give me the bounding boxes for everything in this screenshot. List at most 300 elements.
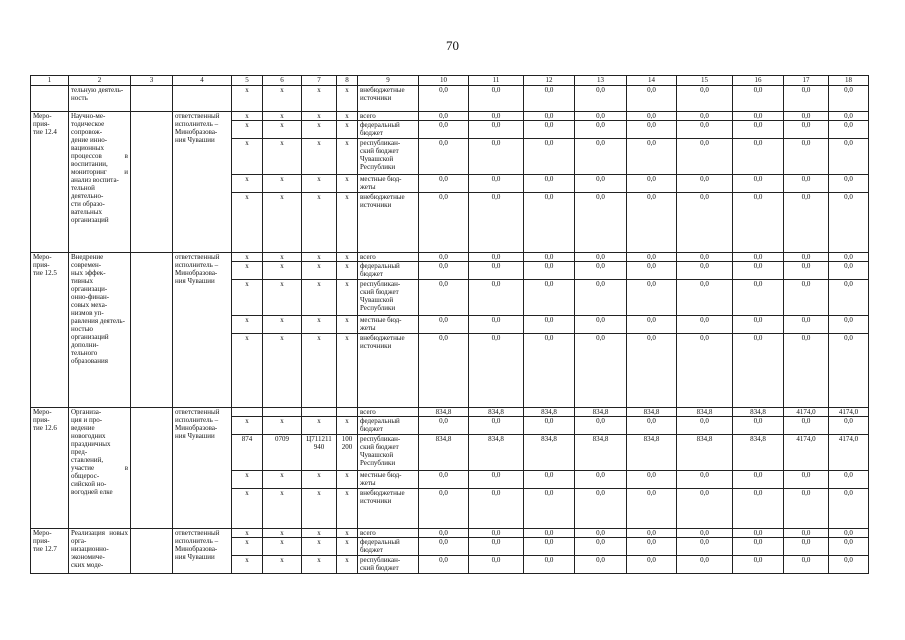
value-cell: 0,0: [524, 529, 575, 538]
value-cell: 0,0: [677, 334, 733, 408]
funding-source: всего: [358, 529, 419, 538]
value-cell: 0,0: [524, 193, 575, 253]
value-cell: 0,0: [575, 556, 627, 574]
value-cell: 0,0: [733, 175, 784, 193]
empty-cell: [131, 253, 173, 408]
code-cell: [263, 408, 302, 417]
code-cell: x: [232, 175, 263, 193]
value-cell: 0,0: [627, 139, 677, 175]
value-cell: 0,0: [784, 556, 829, 574]
value-cell: 0,0: [829, 175, 869, 193]
value-cell: 0,0: [829, 538, 869, 556]
value-cell: 0,0: [419, 471, 469, 489]
table-row: [31, 408, 869, 417]
executor: ответственный исполнитель – Минобразова- ния Чувашии: [173, 253, 232, 408]
column-header: 17: [784, 76, 829, 86]
code-cell: x: [263, 193, 302, 253]
activity-code: Меро- прия- тие 12.6: [31, 408, 69, 529]
value-cell: 834,8: [524, 408, 575, 417]
code-cell: x: [337, 538, 358, 556]
funding-source: федеральный бюджет: [358, 262, 419, 280]
value-cell: 0,0: [469, 112, 524, 121]
page-number: 70: [446, 38, 459, 53]
code-cell: Ц711211 940: [302, 435, 337, 471]
code-cell: x: [302, 471, 337, 489]
value-cell: 0,0: [469, 334, 524, 408]
value-cell: 4174,0: [784, 435, 829, 471]
value-cell: 834,8: [627, 408, 677, 417]
value-cell: 0,0: [627, 334, 677, 408]
value-cell: 0,0: [733, 529, 784, 538]
value-cell: 0,0: [419, 556, 469, 574]
code-cell: 100 200: [337, 435, 358, 471]
value-cell: 0,0: [469, 86, 524, 112]
activity-name: Научно-ме- тодическое сопровож- дение инно- вационных процессов в воспитании, мониторинг и анализ воспита- тельной деятельно- сти образо- вательных организаций: [69, 112, 131, 253]
funding-source: республикан- ский бюджет Чувашской Республики: [358, 280, 419, 316]
funding-source: всего: [358, 408, 419, 417]
code-cell: x: [263, 489, 302, 529]
column-header: 1: [31, 76, 69, 86]
code-cell: [232, 408, 263, 417]
table-row: [31, 112, 869, 121]
value-cell: 0,0: [677, 262, 733, 280]
value-cell: 834,8: [419, 408, 469, 417]
value-cell: 0,0: [419, 334, 469, 408]
activity-code: Меро- прия- тие 12.5: [31, 253, 69, 408]
table-row: [31, 529, 869, 538]
code-cell: x: [302, 262, 337, 280]
value-cell: 0,0: [677, 193, 733, 253]
value-cell: 0,0: [829, 417, 869, 435]
value-cell: 0,0: [829, 334, 869, 408]
column-header: 18: [829, 76, 869, 86]
value-cell: 0,0: [419, 262, 469, 280]
activity-code: Меро- прия- тие 12.4: [31, 112, 69, 253]
code-cell: x: [263, 316, 302, 334]
value-cell: 0,0: [419, 175, 469, 193]
value-cell: 0,0: [524, 280, 575, 316]
value-cell: 0,0: [829, 471, 869, 489]
code-cell: x: [302, 139, 337, 175]
activity-code: [31, 86, 69, 112]
value-cell: 0,0: [575, 334, 627, 408]
code-cell: x: [337, 193, 358, 253]
column-header: 6: [263, 76, 302, 86]
value-cell: 0,0: [469, 193, 524, 253]
code-cell: x: [232, 538, 263, 556]
code-cell: x: [302, 112, 337, 121]
value-cell: 834,8: [469, 408, 524, 417]
value-cell: 0,0: [524, 86, 575, 112]
value-cell: 0,0: [829, 262, 869, 280]
funding-source: местные бюд- жеты: [358, 175, 419, 193]
value-cell: 834,8: [627, 435, 677, 471]
table-row: [31, 86, 869, 112]
code-cell: x: [337, 139, 358, 175]
code-cell: x: [263, 538, 302, 556]
activity-name: Внедрение современ- ных эффек- тивных организаци- онно-финан- совых меха- низмов уп- равления деятель- ностью организаций дополни- тельного образования: [69, 253, 131, 408]
empty-cell: [131, 86, 173, 112]
code-cell: 874: [232, 435, 263, 471]
value-cell: 0,0: [677, 556, 733, 574]
value-cell: 0,0: [627, 556, 677, 574]
value-cell: 0,0: [419, 529, 469, 538]
value-cell: 0,0: [677, 529, 733, 538]
value-cell: 0,0: [469, 175, 524, 193]
code-cell: x: [337, 112, 358, 121]
value-cell: 0,0: [419, 253, 469, 262]
value-cell: 0,0: [524, 316, 575, 334]
value-cell: 0,0: [784, 471, 829, 489]
code-cell: x: [302, 529, 337, 538]
value-cell: 0,0: [784, 175, 829, 193]
value-cell: 0,0: [627, 538, 677, 556]
value-cell: 0,0: [677, 280, 733, 316]
value-cell: 834,8: [575, 408, 627, 417]
code-cell: x: [232, 262, 263, 280]
executor: ответственный исполнитель – Минобразова- ния Чувашии: [173, 408, 232, 529]
code-cell: x: [263, 280, 302, 316]
value-cell: 0,0: [469, 489, 524, 529]
column-header: 14: [627, 76, 677, 86]
executor: ответственный исполнитель – Минобразова- ния Чувашии: [173, 112, 232, 253]
value-cell: 0,0: [419, 417, 469, 435]
value-cell: 0,0: [733, 417, 784, 435]
value-cell: 4174,0: [784, 408, 829, 417]
value-cell: 0,0: [677, 112, 733, 121]
code-cell: x: [232, 193, 263, 253]
code-cell: x: [302, 121, 337, 139]
funding-source: федеральный бюджет: [358, 121, 419, 139]
column-header: 16: [733, 76, 784, 86]
value-cell: 0,0: [524, 538, 575, 556]
value-cell: 0,0: [524, 262, 575, 280]
value-cell: 0,0: [677, 417, 733, 435]
executor: ответственный исполнитель – Минобразова- ния Чувашии: [173, 529, 232, 574]
value-cell: 834,8: [677, 408, 733, 417]
value-cell: 0,0: [733, 253, 784, 262]
code-cell: x: [302, 193, 337, 253]
value-cell: 0,0: [829, 193, 869, 253]
funding-source: республикан- ский бюджет Чувашской Республики: [358, 139, 419, 175]
value-cell: 0,0: [784, 316, 829, 334]
empty-cell: [131, 112, 173, 253]
value-cell: 0,0: [575, 112, 627, 121]
code-cell: x: [337, 417, 358, 435]
value-cell: 0,0: [829, 112, 869, 121]
value-cell: 0,0: [627, 280, 677, 316]
value-cell: 0,0: [784, 538, 829, 556]
value-cell: 0,0: [469, 280, 524, 316]
column-header: 7: [302, 76, 337, 86]
column-header: 15: [677, 76, 733, 86]
value-cell: 0,0: [784, 262, 829, 280]
value-cell: 0,0: [627, 253, 677, 262]
value-cell: 0,0: [419, 489, 469, 529]
value-cell: 0,0: [575, 193, 627, 253]
value-cell: 0,0: [677, 139, 733, 175]
code-cell: x: [232, 316, 263, 334]
value-cell: 0,0: [829, 489, 869, 529]
column-header: 10: [419, 76, 469, 86]
value-cell: 0,0: [733, 316, 784, 334]
header-row: [31, 76, 869, 86]
code-cell: x: [302, 489, 337, 529]
value-cell: 0,0: [575, 538, 627, 556]
funding-source: всего: [358, 112, 419, 121]
value-cell: 0,0: [419, 280, 469, 316]
value-cell: 0,0: [524, 112, 575, 121]
value-cell: 0,0: [829, 316, 869, 334]
table-body: [31, 86, 869, 574]
value-cell: 0,0: [575, 529, 627, 538]
value-cell: 0,0: [627, 529, 677, 538]
value-cell: 834,8: [677, 435, 733, 471]
value-cell: 834,8: [419, 435, 469, 471]
value-cell: 0,0: [469, 529, 524, 538]
value-cell: 0,0: [524, 139, 575, 175]
column-header: 5: [232, 76, 263, 86]
value-cell: 0,0: [677, 121, 733, 139]
value-cell: 0,0: [829, 280, 869, 316]
code-cell: x: [337, 556, 358, 574]
value-cell: 0,0: [575, 121, 627, 139]
empty-cell: [131, 408, 173, 529]
activity-name: Реализация новых орга- низационно- экономиче- ских моде-: [69, 529, 131, 574]
value-cell: 0,0: [829, 529, 869, 538]
column-header: 3: [131, 76, 173, 86]
code-cell: x: [337, 489, 358, 529]
value-cell: 0,0: [627, 489, 677, 529]
value-cell: 0,0: [784, 334, 829, 408]
code-cell: x: [302, 556, 337, 574]
value-cell: 0,0: [575, 316, 627, 334]
value-cell: 0,0: [829, 121, 869, 139]
code-cell: x: [232, 529, 263, 538]
value-cell: 0,0: [627, 471, 677, 489]
value-cell: 0,0: [784, 280, 829, 316]
empty-cell: [131, 529, 173, 574]
value-cell: 0,0: [733, 112, 784, 121]
value-cell: 0,0: [784, 112, 829, 121]
code-cell: x: [302, 86, 337, 112]
column-header: 13: [575, 76, 627, 86]
code-cell: x: [337, 175, 358, 193]
value-cell: 0,0: [469, 121, 524, 139]
code-cell: x: [232, 489, 263, 529]
value-cell: 0,0: [524, 556, 575, 574]
value-cell: 0,0: [784, 489, 829, 529]
code-cell: x: [263, 86, 302, 112]
value-cell: 0,0: [733, 280, 784, 316]
value-cell: 0,0: [784, 253, 829, 262]
value-cell: 0,0: [575, 175, 627, 193]
code-cell: x: [337, 262, 358, 280]
code-cell: x: [263, 175, 302, 193]
code-cell: x: [232, 112, 263, 121]
code-cell: x: [263, 262, 302, 280]
value-cell: 4174,0: [829, 408, 869, 417]
funding-source: местные бюд- жеты: [358, 471, 419, 489]
code-cell: x: [232, 86, 263, 112]
code-cell: x: [337, 86, 358, 112]
value-cell: 0,0: [733, 334, 784, 408]
value-cell: 0,0: [524, 121, 575, 139]
code-cell: [302, 408, 337, 417]
value-cell: 0,0: [677, 175, 733, 193]
code-cell: x: [263, 121, 302, 139]
funding-source: местные бюд- жеты: [358, 316, 419, 334]
value-cell: 0,0: [469, 538, 524, 556]
code-cell: x: [337, 280, 358, 316]
value-cell: 0,0: [677, 86, 733, 112]
value-cell: 0,0: [469, 417, 524, 435]
code-cell: x: [337, 316, 358, 334]
value-cell: 0,0: [627, 417, 677, 435]
value-cell: 0,0: [575, 471, 627, 489]
value-cell: 0,0: [524, 175, 575, 193]
code-cell: x: [232, 280, 263, 316]
value-cell: 0,0: [733, 489, 784, 529]
column-header: 4: [173, 76, 232, 86]
value-cell: 0,0: [524, 253, 575, 262]
value-cell: 0,0: [575, 253, 627, 262]
value-cell: 0,0: [469, 471, 524, 489]
code-cell: x: [263, 556, 302, 574]
column-header: 9: [358, 76, 419, 86]
value-cell: 834,8: [733, 435, 784, 471]
value-cell: 0,0: [469, 316, 524, 334]
value-cell: 0,0: [784, 86, 829, 112]
code-cell: x: [232, 253, 263, 262]
code-cell: x: [302, 334, 337, 408]
table-row: [31, 253, 869, 262]
executor: [173, 86, 232, 112]
value-cell: 0,0: [627, 86, 677, 112]
value-cell: 0,0: [784, 417, 829, 435]
value-cell: 0,0: [784, 193, 829, 253]
code-cell: x: [232, 121, 263, 139]
code-cell: x: [232, 334, 263, 408]
funding-source: внебюджетные источники: [358, 193, 419, 253]
value-cell: 0,0: [733, 556, 784, 574]
value-cell: 0,0: [829, 139, 869, 175]
funding-source: федеральный бюджет: [358, 417, 419, 435]
code-cell: x: [232, 417, 263, 435]
value-cell: 0,0: [419, 121, 469, 139]
code-cell: x: [263, 253, 302, 262]
value-cell: 0,0: [469, 262, 524, 280]
value-cell: 0,0: [627, 262, 677, 280]
value-cell: 0,0: [784, 121, 829, 139]
funding-source: всего: [358, 253, 419, 262]
code-cell: x: [263, 139, 302, 175]
value-cell: 0,0: [419, 316, 469, 334]
value-cell: 0,0: [733, 121, 784, 139]
value-cell: 0,0: [469, 253, 524, 262]
value-cell: 0,0: [627, 112, 677, 121]
value-cell: 0,0: [419, 86, 469, 112]
column-header: 2: [69, 76, 131, 86]
code-cell: x: [302, 417, 337, 435]
code-cell: x: [263, 529, 302, 538]
code-cell: x: [263, 112, 302, 121]
funding-source: внебюджетные источники: [358, 489, 419, 529]
code-cell: [337, 408, 358, 417]
value-cell: 0,0: [829, 253, 869, 262]
code-cell: x: [263, 417, 302, 435]
column-header: 12: [524, 76, 575, 86]
value-cell: 0,0: [419, 193, 469, 253]
value-cell: 0,0: [575, 86, 627, 112]
value-cell: 834,8: [733, 408, 784, 417]
value-cell: 0,0: [677, 471, 733, 489]
value-cell: 0,0: [469, 139, 524, 175]
value-cell: 0,0: [627, 193, 677, 253]
value-cell: 0,0: [419, 112, 469, 121]
code-cell: x: [302, 175, 337, 193]
value-cell: 834,8: [469, 435, 524, 471]
value-cell: 0,0: [733, 193, 784, 253]
budget-table: [30, 75, 869, 574]
value-cell: 0,0: [524, 417, 575, 435]
value-cell: 0,0: [627, 316, 677, 334]
code-cell: x: [232, 471, 263, 489]
code-cell: x: [337, 529, 358, 538]
value-cell: 0,0: [575, 417, 627, 435]
value-cell: 834,8: [575, 435, 627, 471]
column-header: 11: [469, 76, 524, 86]
code-cell: x: [337, 121, 358, 139]
value-cell: 0,0: [419, 139, 469, 175]
activity-code: Меро- прия- тие 12.7: [31, 529, 69, 574]
value-cell: 0,0: [829, 556, 869, 574]
value-cell: 0,0: [524, 334, 575, 408]
code-cell: x: [337, 334, 358, 408]
value-cell: 0,0: [784, 529, 829, 538]
value-cell: 0,0: [677, 489, 733, 529]
value-cell: 0,0: [419, 538, 469, 556]
value-cell: 0,0: [677, 253, 733, 262]
code-cell: x: [337, 471, 358, 489]
code-cell: x: [232, 556, 263, 574]
code-cell: x: [302, 280, 337, 316]
value-cell: 0,0: [575, 489, 627, 529]
value-cell: 0,0: [627, 121, 677, 139]
value-cell: 0,0: [469, 556, 524, 574]
value-cell: 834,8: [524, 435, 575, 471]
value-cell: 0,0: [784, 139, 829, 175]
value-cell: 0,0: [733, 538, 784, 556]
funding-source: внебюджетные источники: [358, 334, 419, 408]
code-cell: x: [263, 334, 302, 408]
funding-source: федеральный бюджет: [358, 538, 419, 556]
value-cell: 0,0: [575, 280, 627, 316]
value-cell: 0,0: [575, 139, 627, 175]
funding-source: внебюджетные источники: [358, 86, 419, 112]
value-cell: 0,0: [627, 175, 677, 193]
code-cell: x: [263, 471, 302, 489]
code-cell: x: [337, 253, 358, 262]
value-cell: 0,0: [733, 86, 784, 112]
value-cell: 0,0: [524, 489, 575, 529]
code-cell: x: [302, 538, 337, 556]
value-cell: 0,0: [733, 262, 784, 280]
code-cell: x: [302, 316, 337, 334]
activity-name: Организа- ция и про- ведение новогодних праздничных пред- ставлений, участие в общерос- сийской но- вогодней елке: [69, 408, 131, 529]
funding-source: республикан- ский бюджет Чувашской Республики: [358, 435, 419, 471]
value-cell: 0,0: [677, 538, 733, 556]
